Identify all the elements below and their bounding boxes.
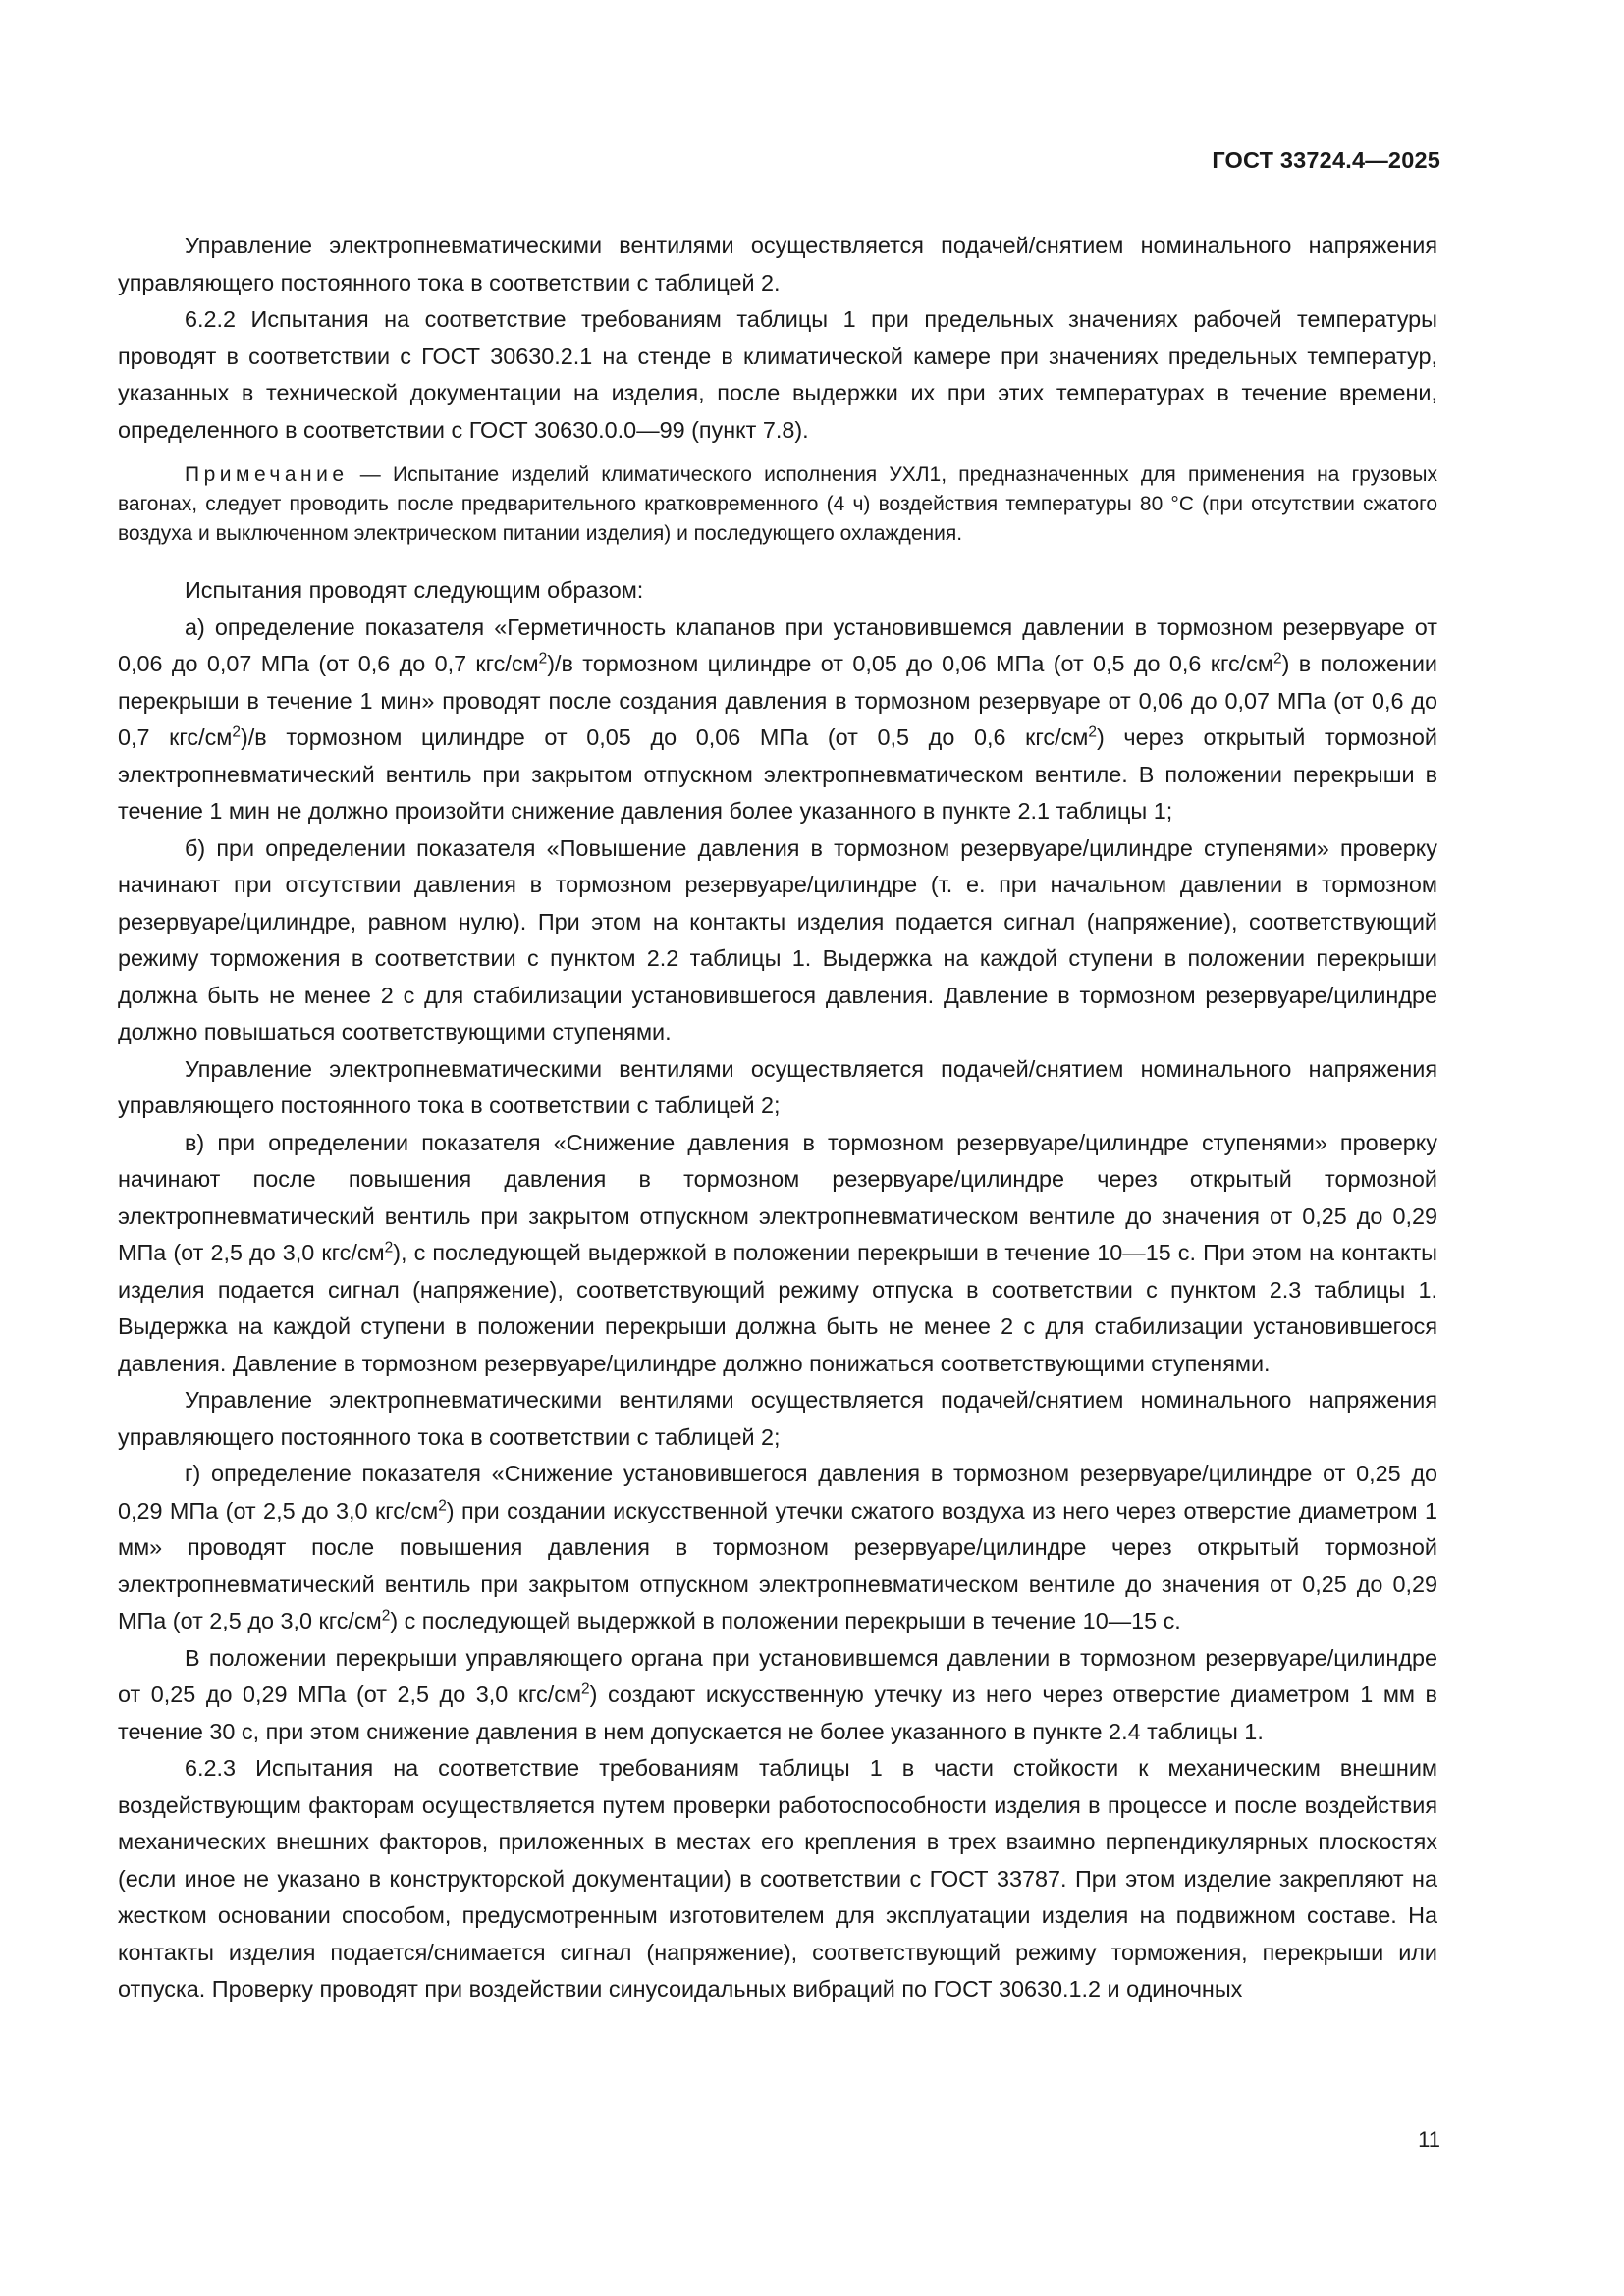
- paragraph-leak-test: [118, 1640, 1437, 1751]
- item-a-part: ) в положении перекрыши в течение 1 мин» проводят после создания давления в тормозном резервуаре от 0,06 до 0,07 МПа (от 0,6 до 0,7 кгс/см: [118, 651, 1437, 750]
- superscript: 2: [1088, 723, 1097, 741]
- superscript: 2: [381, 1607, 391, 1625]
- item-g-part: г) определение показателя «Снижение установившегося давления в тормозном резервуаре/цилиндре от 0,25 до 0,29 МПа (от 2,5 до 3,0 кгс/см: [118, 1461, 1437, 1523]
- page-content: [118, 228, 1437, 2008]
- item-v: [118, 1125, 1437, 1383]
- item-a-part: )/в тормозном цилиндре от 0,05 до 0,06 МПа (от 0,5 до 0,6 кгс/см: [240, 724, 1089, 750]
- item-v-part: в) при определении показателя «Снижение давления в тормозном резервуаре/цилиндре ступенями» проверку начинают после повышения давления в тормозном резервуаре/цилиндре через открытый тормозной электропневматический вентиль при закрытом отпускном электропневматическом вентиле до значения от 0,25 до 0,29 МПа (от 2,5 до 3,0 кгс/см: [118, 1129, 1437, 1265]
- leak-test-part: В положении перекрыши управляющего органа при установившемся давлении в тормозном резервуаре/цилиндре от 0,25 до 0,29 МПа (от 2,5 до 3,0 кгс/см: [118, 1644, 1437, 1707]
- superscript: 2: [1272, 650, 1282, 667]
- paragraph-6-2-3: 6.2.3 Испытания на соответствие требованиям таблицы 1 в части стойкости к механическим внешним воздействующим факторам осуществляется путем проверки работоспособности изделия в процессе и после воздействия механических внешних факторов, приложенных в местах его крепления в трех взаимно перпендикулярных плоскостях (если иное не указано в конструкторской документации) в соответствии с ГОСТ 33787. При этом изделие закрепляют на жестком основании способом, предусмотренным изготовителем для эксплуатации изделия на подвижном составе. На контакты изделия подается/снимается сигнал (напряжение), соответствующий режиму торможения, перекрыши или отпуска. Проверку проводят при воздействии синусоидальных вибраций по ГОСТ 30630.1.2 и одиночных: [118, 1755, 1437, 2002]
- item-v-part: ), с последующей выдержкой в положении перекрыши в течение 10—15 с. При этом на контакты изделия подается сигнал (напряжение), соответствующий режиму отпуска в соответствии с пунктом 2.3 таблицы 1. Выдержка на каждой ступени в положении перекрыши должна быть не менее 2 с для стабилизации установившегося давления. Давление в тормозном резервуаре/цилиндре должно понижаться соответствующими ступенями.: [118, 1240, 1437, 1376]
- superscript: 2: [538, 650, 548, 667]
- note: [118, 460, 1437, 549]
- superscript: 2: [384, 1239, 394, 1256]
- page-number: 11: [1418, 2127, 1440, 2152]
- document-code: ГОСТ 33724.4—2025: [1212, 147, 1440, 173]
- paragraph-control-2: Управление электропневматическими вентилями осуществляется подачей/снятием номинального напряжения управляющего постоянного тока в соответствии с таблицей 2;: [118, 1055, 1437, 1118]
- item-g-part: ) при создании искусственной утечки сжатого воздуха из него через отверстие диаметром 1 мм» проводят после повышения давления в тормозном резервуаре/цилиндре через открытый тормозной электропневматический вентиль при закрытом отпускном электропневматическом вентиле до значения от 0,25 до 0,29 МПа (от 2,5 до 3,0 кгс/см: [118, 1497, 1437, 1633]
- paragraph-tests-intro: Испытания проводят следующим образом:: [185, 577, 644, 603]
- item-g: [118, 1456, 1437, 1640]
- superscript: 2: [232, 723, 241, 741]
- paragraph-control-3: Управление электропневматическими вентилями осуществляется подачей/снятием номинального напряжения управляющего постоянного тока в соответствии с таблицей 2;: [118, 1387, 1437, 1450]
- paragraph-control-1: Управление электропневматическими вентилями осуществляется подачей/снятием номинального напряжения управляющего постоянного тока в соответствии с таблицей 2.: [118, 233, 1437, 295]
- item-a-part: )/в тормозном цилиндре от 0,05 до 0,06 МПа (от 0,5 до 0,6 кгс/см: [547, 651, 1273, 676]
- leak-test-part: ) создают искусственную утечку из него через отверстие диаметром 1 мм в течение 30 с, при этом снижение давления в нем допускается не более указанного в пункте 2.4 таблицы 1.: [118, 1682, 1437, 1744]
- superscript: 2: [438, 1497, 447, 1515]
- item-g-part: ) с последующей выдержкой в положении перекрыши в течение 10—15 с.: [390, 1608, 1181, 1633]
- superscript: 2: [581, 1681, 590, 1698]
- item-a: [118, 610, 1437, 830]
- item-a-part: ) через открытый тормозной электропневматический вентиль при закрытом отпускном электропневматическом вентиле. В положении перекрыши в течение 1 мин не должно произойти снижение давления более указанного в пункте 2.1 таблицы 1;: [118, 724, 1437, 824]
- paragraph-6-2-2: 6.2.2 Испытания на соответствие требованиям таблицы 1 при предельных значениях рабочей температуры проводят в соответствии с ГОСТ 30630.2.1 на стенде в климатической камере при значениях предельных температур, указанных в технической документации на изделия, после выдержки их при этих температурах в течение времени, определенного в соответствии с ГОСТ 30630.0.0—99 (пункт 7.8).: [118, 306, 1437, 443]
- item-a-part: а) определение показателя «Герметичность клапанов при установившемся давлении в тормозном резервуаре от 0,06 до 0,07 МПа (от 0,6 до 0,7 кгс/см: [118, 614, 1437, 676]
- item-b: б) при определении показателя «Повышение давления в тормозном резервуаре/цилиндре ступенями» проверку начинают при отсутствии давления в тормозном резервуаре/цилиндре (т. е. при начальном давлении в тормозном резервуаре/цилиндре, равном нулю). При этом на контакты изделия подается сигнал (напряжение), соответствующий режиму торможения в соответствии с пунктом 2.2 таблицы 1. Выдержка на каждой ступени в положении перекрыши должна быть не менее 2 с для стабилизации установившегося давления. Давление в тормозном резервуаре/цилиндре должно повышаться соответствующими ступенями.: [118, 834, 1437, 1044]
- note-text: — Испытание изделий климатического исполнения УХЛ1, предназначенных для применения на грузовых вагонах, следует проводить после предварительного кратковременного (4 ч) воздействия температуры 80 °С (при отсутствии сжатого воздуха и выключенном электрическом питании изделия) и последующего охлаждения.: [118, 463, 1437, 545]
- note-label: Примечание: [185, 463, 349, 486]
